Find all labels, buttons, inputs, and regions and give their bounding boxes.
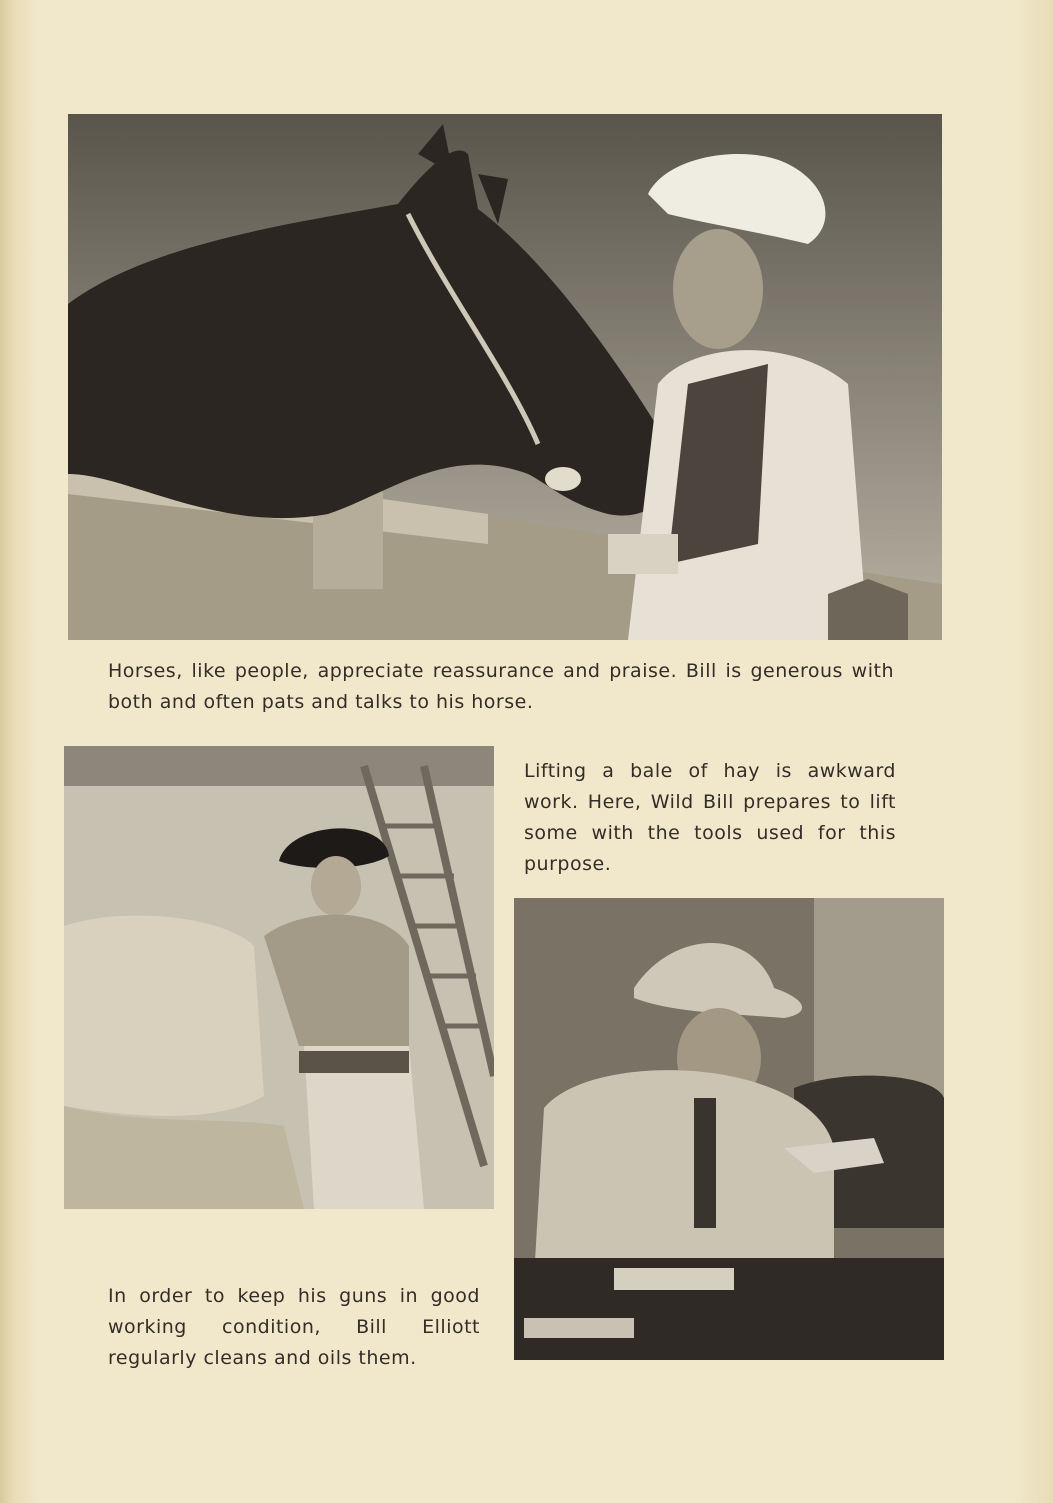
caption-horse: Horses, like people, appreciate reassurance and praise. Bill is generous with both and often pats and talks to his horse.: [108, 660, 894, 713]
photo-man-cleaning-guns: [514, 898, 944, 1360]
horse-photo-illustration: [68, 114, 942, 640]
hay-photo-illustration: [64, 746, 494, 1209]
caption-hay: Lifting a bale of hay is awkward work. Here, Wild Bill prepares to lift some with the tools used for this purpose.: [524, 760, 896, 875]
photo-man-with-horse: [68, 114, 942, 640]
photo-man-lifting-hay: [64, 746, 494, 1209]
caption-guns: In order to keep his guns in good working condition, Bill Elliott regularly cleans and oils them.: [108, 1285, 480, 1369]
guns-photo-illustration: [514, 898, 944, 1360]
